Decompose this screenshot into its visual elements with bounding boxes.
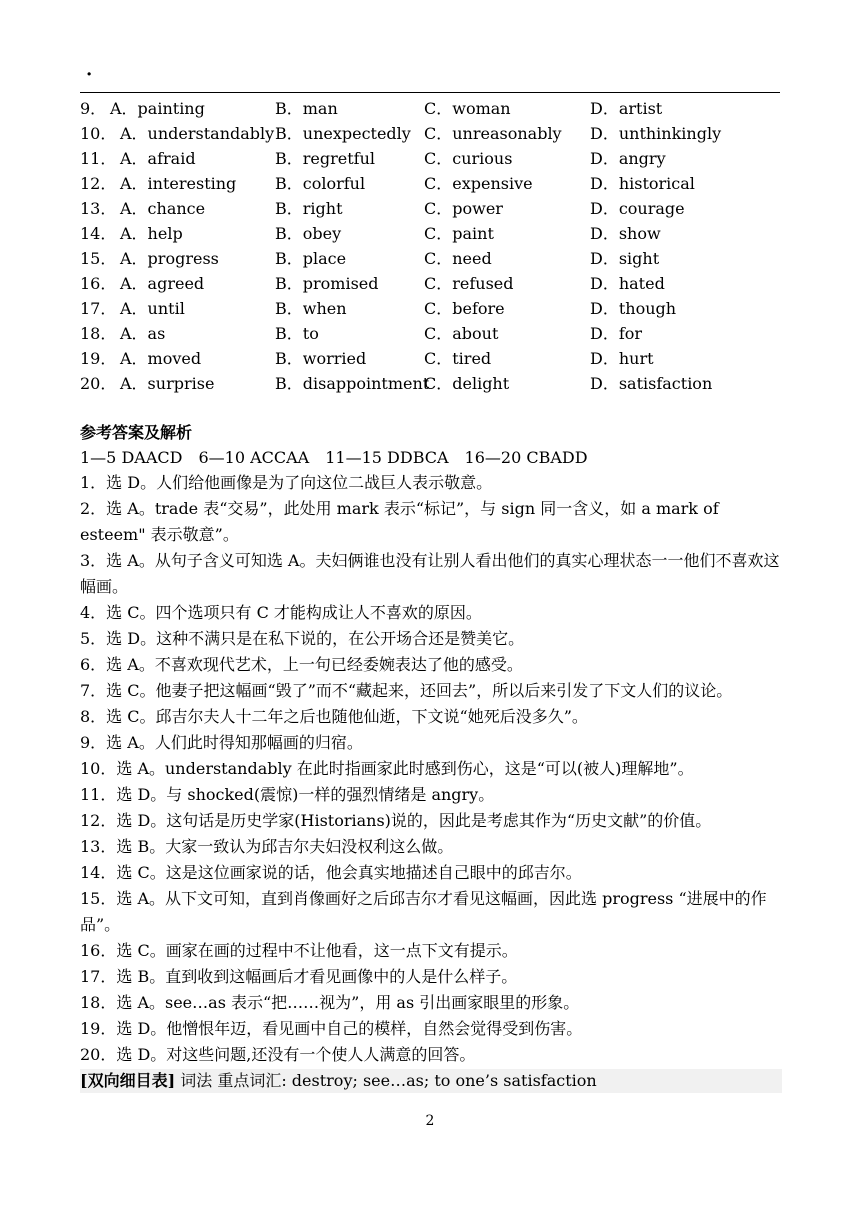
option-c: C．paint	[424, 224, 494, 243]
explanation-item: 18．选 A。see…as 表示“把……视为”，用 as 引出画家眼里的形象。	[80, 993, 580, 1012]
option-d: D．satisfaction	[590, 374, 713, 393]
explanation-item: 4．选 C。四个选项只有 C 才能构成让人不喜欢的原因。	[80, 603, 482, 622]
question-number: 15．	[80, 249, 117, 268]
question-number: 18．	[80, 324, 117, 343]
option-b: B．regretful	[275, 149, 376, 168]
question-number: 13．	[80, 199, 117, 218]
question-number: 11．	[80, 149, 117, 168]
option-c: C．about	[424, 324, 499, 343]
options-table	[80, 96, 780, 396]
option-a: A．agreed	[120, 274, 205, 293]
option-c: C．curious	[424, 149, 513, 168]
detail-table-text: 词法 重点词汇: destroy; see…as; to one’s satisfaction	[175, 1071, 597, 1090]
option-a: A．until	[120, 299, 185, 318]
explanation-item: 19．选 D。他憎恨年迈，看见画中自己的模样，自然会觉得受到伤害。	[80, 1019, 583, 1038]
option-row	[80, 296, 780, 321]
explanation-item: 6．选 A。不喜欢现代艺术，上一句已经委婉表达了他的感受。	[80, 655, 523, 674]
explanation-item: 17．选 B。直到收到这幅画后才看见画像中的人是什么样子。	[80, 967, 518, 986]
option-a: A．painting	[110, 99, 205, 118]
option-row	[80, 121, 780, 146]
explanation-item: 12．选 D。这句话是历史学家(Historians)说的，因此是考虑其作为“历史文献”的价值。	[80, 811, 712, 830]
option-row	[80, 221, 780, 246]
explanation-item: 20．选 D。对这些问题,还没有一个使人人满意的回答。	[80, 1045, 476, 1064]
explanation-item: 16．选 C。画家在画的过程中不让他看，这一点下文有提示。	[80, 941, 518, 960]
question-number: 20．	[80, 374, 117, 393]
option-d: D．hurt	[590, 349, 654, 368]
option-row	[80, 246, 780, 271]
detail-table-label: [双向细目表]	[80, 1071, 176, 1090]
option-d: D．though	[590, 299, 677, 318]
explanation-list	[80, 470, 782, 1068]
option-row	[80, 196, 780, 221]
explanation-item: 10．选 A。understandably 在此时指画家此时感到伤心，这是“可以(被人)理解地”。	[80, 759, 694, 778]
option-a: A．as	[120, 324, 166, 343]
option-b: B．disappointment	[275, 374, 430, 393]
option-b: B．man	[275, 99, 338, 118]
option-b: B．colorful	[275, 174, 366, 193]
option-c: C．before	[424, 299, 505, 318]
question-number: 14．	[80, 224, 117, 243]
explanation-item: 9．选 A。人们此时得知那幅画的归宿。	[80, 733, 363, 752]
explanation-item: 11．选 D。与 shocked(震惊)一样的强烈情绪是 angry。	[80, 785, 495, 804]
option-d: D．sight	[590, 249, 660, 268]
answer-key: 1—5 DAACD 6—10 ACCAA 11—15 DDBCA 16—20 CBADD	[80, 448, 588, 467]
explanation-item: 7．选 C。他妻子把这幅画“毁了”而不“藏起来，还回去”，所以后来引发了下文人们的议论。	[80, 681, 733, 700]
option-b: B．unexpectedly	[275, 124, 411, 143]
option-d: D．show	[590, 224, 661, 243]
answer-title: 参考答案及解析	[80, 423, 193, 442]
option-a: A．help	[120, 224, 183, 243]
page-number: 2	[425, 1113, 435, 1129]
option-c: C．delight	[424, 374, 510, 393]
option-b: B．place	[275, 249, 347, 268]
option-d: D．historical	[590, 174, 695, 193]
option-a: A．interesting	[120, 174, 237, 193]
explanation-item: 13．选 B。大家一致认为邱吉尔夫妇没权利这么做。	[80, 837, 454, 856]
option-a: A．progress	[120, 249, 219, 268]
option-a: A．moved	[120, 349, 202, 368]
explanation-item: 1．选 D。人们给他画像是为了向这位二战巨人表示敬意。	[80, 473, 493, 492]
option-c: C．tired	[424, 349, 492, 368]
question-number: 12．	[80, 174, 117, 193]
explanation-item: 5．选 D。这种不满只是在私下说的，在公开场合还是赞美它。	[80, 629, 525, 648]
option-row	[80, 96, 780, 121]
option-d: D．angry	[590, 149, 666, 168]
option-row	[80, 171, 780, 196]
explanation-item: 15．选 A。从下文可知，直到肖像画好之后邱吉尔才看见这幅画，因此选 progress “进展中的作品”。	[80, 889, 767, 934]
option-c: C．woman	[424, 99, 511, 118]
option-d: D．for	[590, 324, 643, 343]
option-c: C．refused	[424, 274, 514, 293]
option-row	[80, 346, 780, 371]
option-b: B．to	[275, 324, 319, 343]
header-rule	[80, 92, 780, 93]
option-d: D．artist	[590, 99, 663, 118]
option-b: B．when	[275, 299, 347, 318]
option-b: B．worried	[275, 349, 367, 368]
option-row	[80, 146, 780, 171]
option-c: C．need	[424, 249, 492, 268]
option-c: C．unreasonably	[424, 124, 562, 143]
question-number: 16．	[80, 274, 117, 293]
option-d: D．hated	[590, 274, 665, 293]
option-c: C．power	[424, 199, 503, 218]
explanation-item: 14．选 C。这是这位画家说的话，他会真实地描述自己眼中的邱吉尔。	[80, 863, 582, 882]
option-d: D．courage	[590, 199, 685, 218]
option-b: B．right	[275, 199, 343, 218]
question-number: 17．	[80, 299, 117, 318]
option-b: B．promised	[275, 274, 379, 293]
detail-table-note	[80, 1069, 782, 1093]
option-c: C．expensive	[424, 174, 533, 193]
option-a: A．chance	[120, 199, 206, 218]
option-a: A．afraid	[120, 149, 196, 168]
question-number: 19．	[80, 349, 117, 368]
header-marker: ·	[86, 64, 93, 85]
explanation-item: 2．选 A。trade 表“交易”，此处用 mark 表示“标记”，与 sign 同一含义，如 a mark of esteem" 表示敬意”。	[80, 499, 719, 544]
explanation-item: 8．选 C。邱吉尔夫人十二年之后也随他仙逝，下文说“她死后没多久”。	[80, 707, 588, 726]
option-b: B．obey	[275, 224, 342, 243]
option-row	[80, 271, 780, 296]
option-row	[80, 371, 780, 396]
option-a: A．surprise	[120, 374, 215, 393]
question-number: 10．	[80, 124, 117, 143]
explanation-item: 3．选 A。从句子含义可知选 A。夫妇俩谁也没有让别人看出他们的真实心理状态一一他们不喜欢这幅画。	[80, 551, 780, 596]
question-number: 9．	[80, 99, 107, 118]
option-a: A．understandably	[120, 124, 275, 143]
answer-section	[80, 420, 782, 1093]
option-d: D．unthinkingly	[590, 124, 722, 143]
option-row	[80, 321, 780, 346]
